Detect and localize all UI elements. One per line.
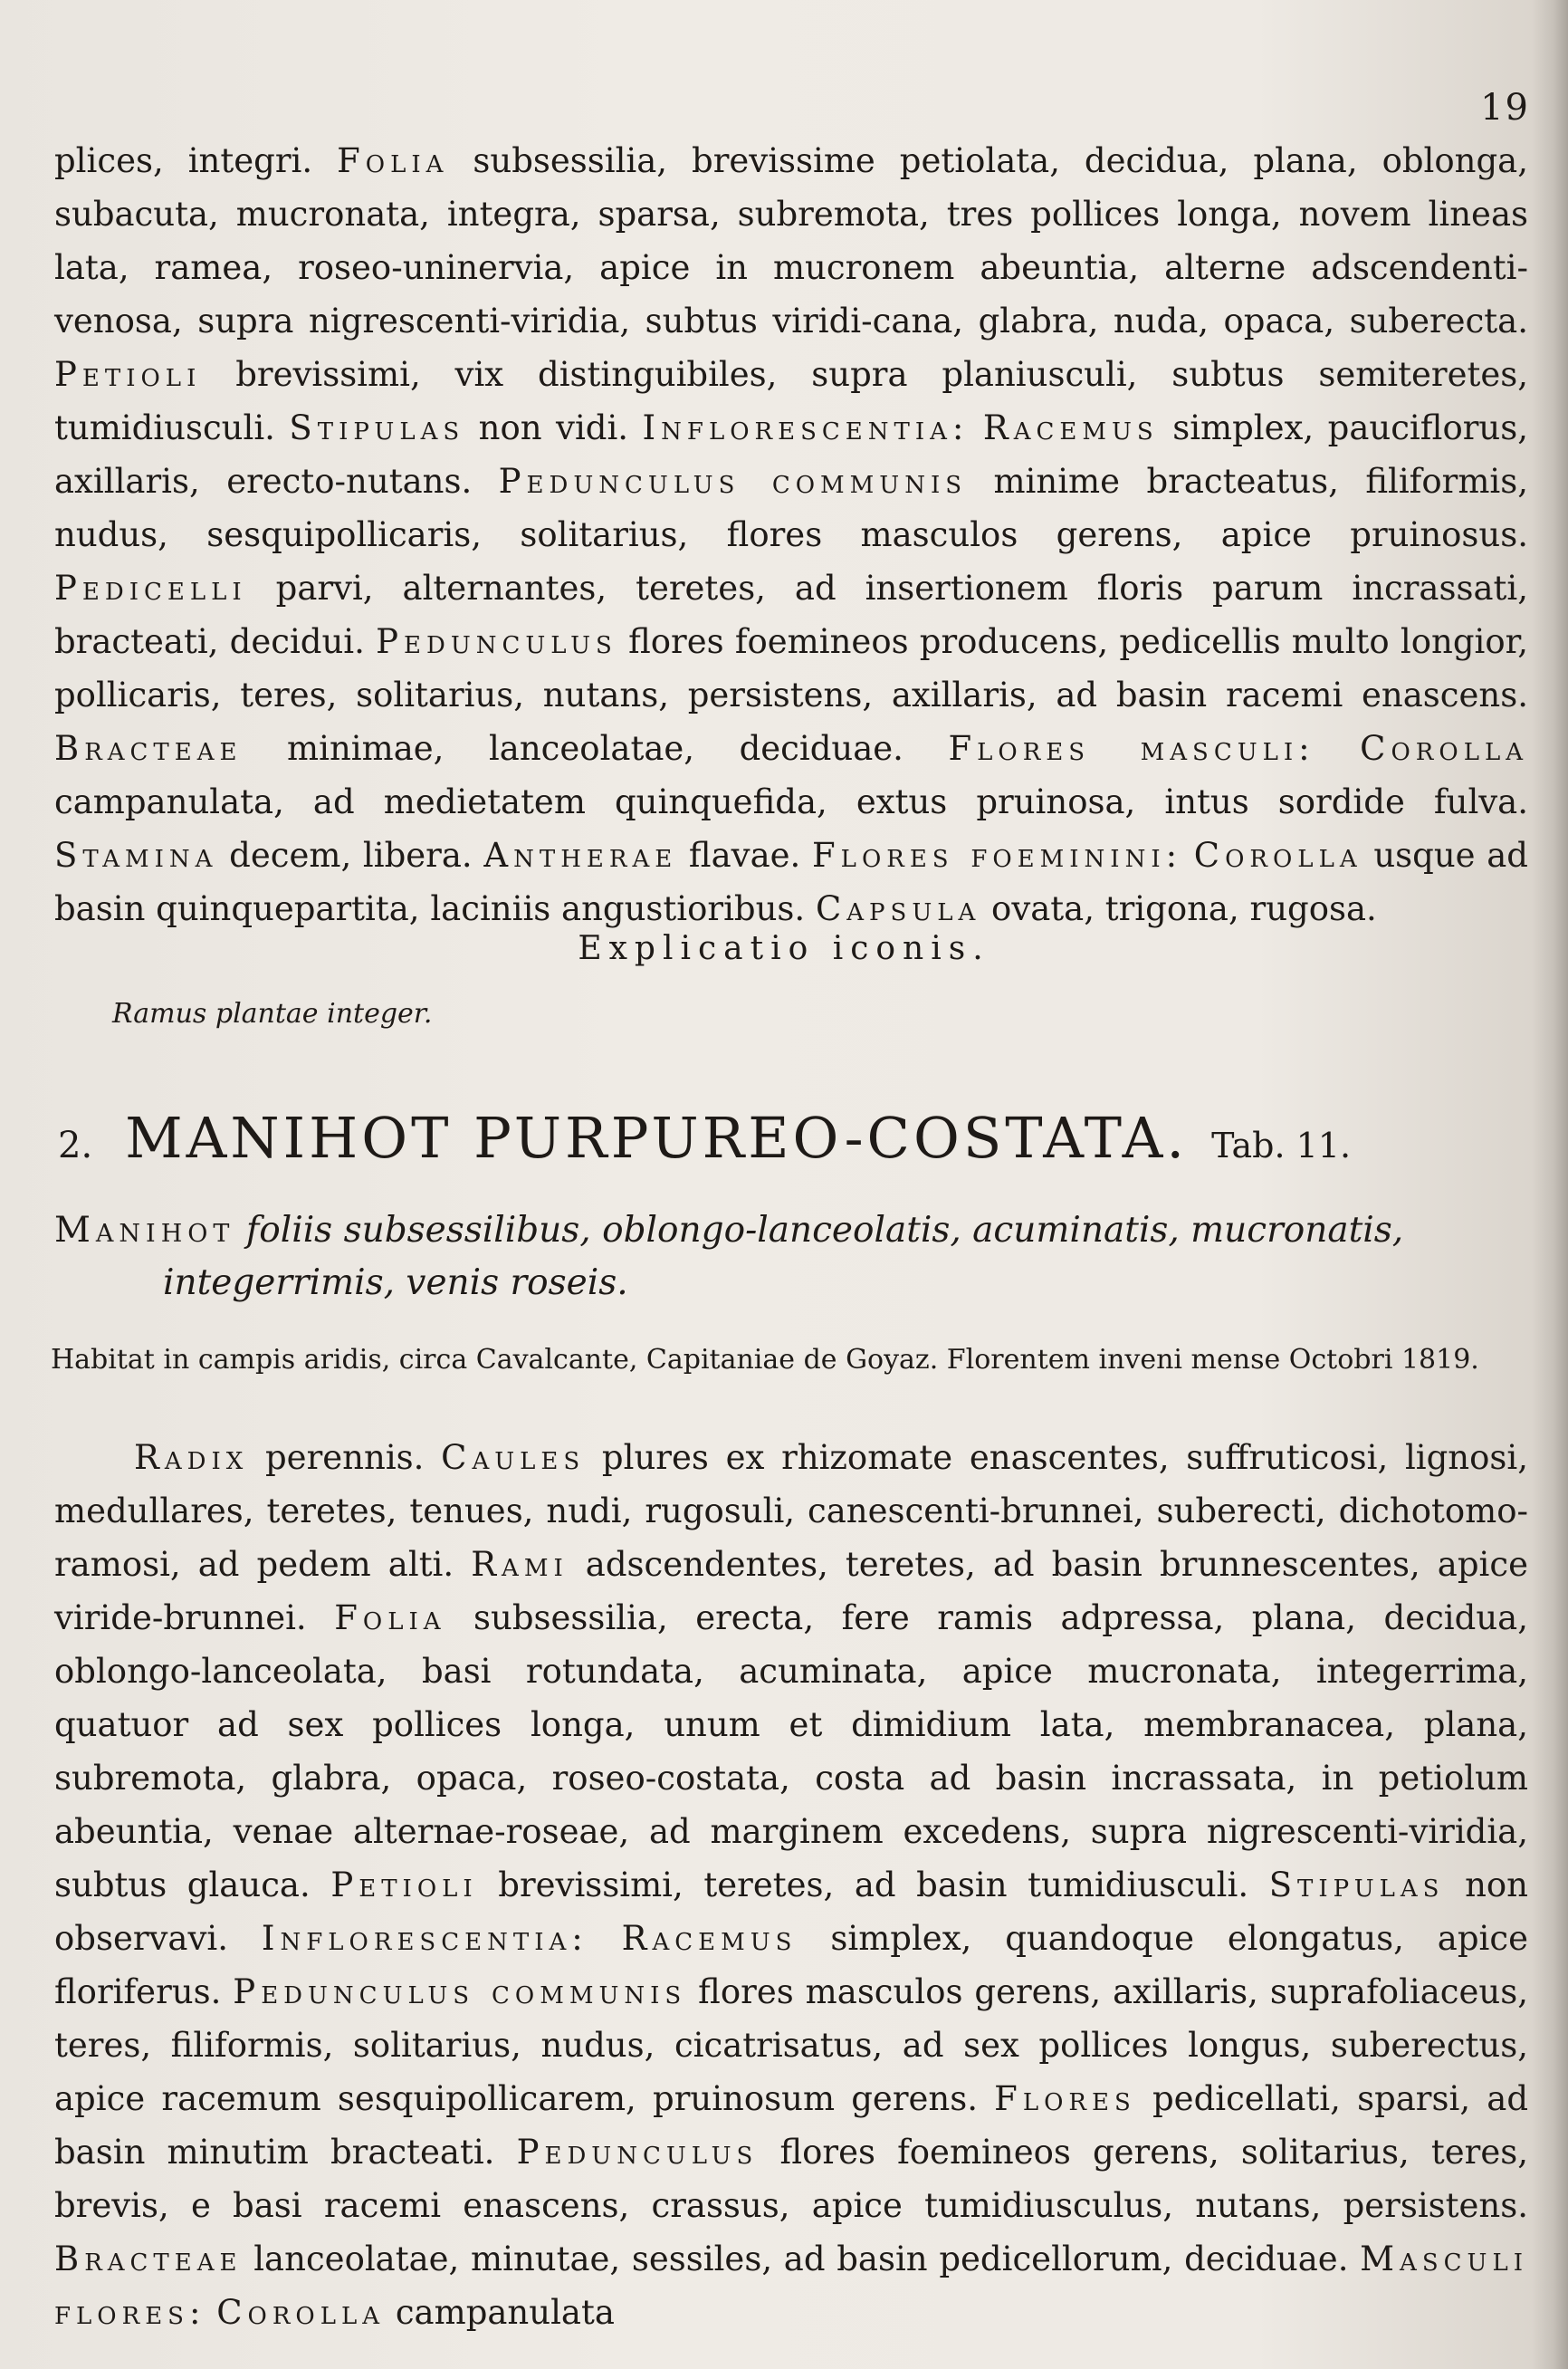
page-edge-shadow [1532, 0, 1568, 2369]
species-heading [58, 1105, 1525, 1171]
top-paragraph: plices, integri. Folia subsessilia, brevissime petiolata, decidua, plana, oblonga, subacuta, mucronata, integra, sparsa, subremota, tres pollices longa, novem lineas lata, ramea, roseo-uninervia, apice in mucronem abeuntia, alterne adscendenti-venosa, supra nigrescenti-viridia, subtus viridi-cana, glabra, nuda, opaca, suberecta. Petioli brevissimi, vix distinguibiles, supra planiusculi, subtus semiteretes, tumidiusculi. Stipulas non vidi. Inflorescentia: Racemus simplex, pauciflorus, axillaris, erecto-nutans. Pedunculus communis minime bracteatus, filiformis, nudus, sesquipollicaris, solitarius, flores masculos gerens, apice pruinosus. Pedicelli parvi, alternantes, teretes, ad insertionem floris parum incrassati, bracteati, decidui. Pedunculus flores foemineos producens, pedicellis multo longior, pollicaris, teres, solitarius, nutans, persistens, axillaris, ad basin racemi enascens. Bracteae minimae, lanceolatae, deciduae. Flores masculi: Corolla campanulata, ad medietatem quinquefida, extus pruinosa, intus sordide fulva. Stamina decem, libera. Antherae flavae. Flores foeminini: Corolla usque ad basin quinquepartita, laciniis angustioribus. Capsula ovata, trigona, rugosa. [54, 141, 1528, 928]
explanation-heading: Explicatio iconis. [578, 930, 990, 967]
habitat-note: Habitat in campis aridis, circa Cavalcante, Capitaniae de Goyaz. Florentem inveni mense Octobri 1819. [51, 1344, 1479, 1376]
explanation-text: Ramus plantae integer. [112, 998, 433, 1030]
species-diagnosis: Manihot foliis subsessilibus, oblongo-lanceolatis, acuminatis, mucronatis, integerrimis, venis roseis. [54, 1210, 1404, 1303]
plate-reference: Tab. 11. [1211, 1126, 1352, 1165]
species-name: MANIHOT PURPUREO-COSTATA. [125, 1105, 1189, 1171]
page-number: 19 [1480, 87, 1530, 129]
species-number: 2. [58, 1125, 93, 1166]
description-paragraph: Radix perennis. Caules plures ex rhizomate enascentes, suffruticosi, lignosi, medullares, teretes, tenues, nudi, rugosuli, canescenti-brunnei, suberecti, dichotomo-ramosi, ad pedem alti. Rami adscendentes, teretes, ad basin brunnescentes, apice viride-brunnei. Folia subsessilia, erecta, fere ramis adpressa, plana, decidua, oblongo-lanceolata, basi rotundata, acuminata, apice mucronata, integerrima, quatuor ad sex pollices longa, unum et dimidium lata, membranacea, plana, subremota, glabra, opaca, roseo-costata, costa ad basin incrassata, in petiolum abeuntia, venae alternae-roseae, ad marginem excedens, supra nigrescenti-viridia, subtus glauca. Petioli brevissimi, teretes, ad basin tumidiusculi. Stipulas non observavi. Inflorescentia: Racemus simplex, quandoque elongatus, apice floriferus. Pedunculus communis flores masculos gerens, axillaris, suprafoliaceus, teres, filiformis, solitarius, nudus, cicatrisatus, ad sex pollices longus, suberectus, apice racemum sesquipollicarem, pruinosum gerens. Flores pedicellati, sparsi, ad basin minutim bracteati. Pedunculus flores foemineos gerens, solitarius, teres, brevis, e basi racemi enascens, crassus, apice tumidiusculus, nutans, persistens. Bracteae lanceolatae, minutae, sessiles, ad basin pedicellorum, deciduae. Masculi flores: Corolla campanulata [54, 1438, 1529, 2332]
